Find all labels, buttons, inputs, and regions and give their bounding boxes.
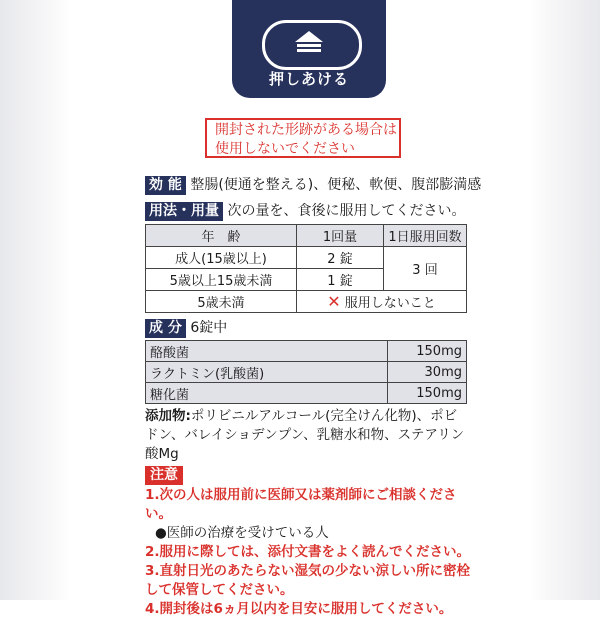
efficacy-text: 整腸(便通を整える)、便秘、軟便、腹部膨満感 (190, 177, 482, 193)
usage-row (145, 201, 465, 221)
ingredient-amount: 150mg (388, 383, 467, 404)
push-open-icon (293, 30, 325, 52)
usage-tag: 用法・用量 (145, 202, 223, 221)
do-not-take-text: 服用しないこと (344, 296, 436, 311)
push-open-tab[interactable] (232, 0, 386, 98)
usage-text: 次の量を、食後に服用してください。 (227, 203, 466, 219)
table-row (146, 341, 467, 362)
ingredient-name: ラクトミン(乳酸菌) (146, 362, 388, 383)
times-cell: 3 回 (384, 247, 467, 291)
dose-cell: 1 錠 (297, 269, 384, 291)
list-item: 4.開封後は6ヵ月以内を目安に服用してください。 (145, 601, 453, 617)
dosage-table (145, 224, 467, 313)
age-cell: 5歳以上15歳未満 (146, 269, 297, 291)
list-item: ●医師の治療を受けている人 (155, 525, 329, 541)
tamper-warning-box (205, 118, 401, 158)
efficacy-row (145, 175, 481, 195)
age-cell: 成人(15歳以上) (146, 247, 297, 269)
list-item: 2.服用に際しては、添付文書をよく読んでください。 (145, 544, 471, 560)
header-age: 年 齢 (146, 225, 297, 247)
dose-cell: 2 錠 (297, 247, 384, 269)
additives-text: ポリビニルアルコール(完全けん化物)、ポビドン、バレイショデンプン、乳糖水和物、ステアリン酸Mg (145, 408, 465, 462)
ingredient-amount: 30mg (388, 362, 467, 383)
left-side-shading (0, 0, 70, 600)
list-item: 1.次の人は服用前に医師又は薬剤師にご相談ください。 (145, 487, 457, 522)
caution-tag: 注意 (145, 466, 183, 485)
ingredients-row (145, 318, 227, 338)
additives-label: 添加物: (145, 408, 191, 424)
ingredient-name: 糖化菌 (146, 383, 388, 404)
header-dose: 1回量 (297, 225, 384, 247)
ingredient-name: 酪酸菌 (146, 341, 388, 362)
table-row (146, 247, 467, 269)
ingredients-table (145, 340, 467, 404)
tamper-warning-line2: 使用しないでください (215, 141, 355, 157)
age-cell: 5歳未満 (146, 291, 297, 313)
do-not-take-cell (297, 291, 467, 313)
ingredient-amount: 150mg (388, 341, 467, 362)
ingredients-basis: 6錠中 (190, 320, 228, 336)
cross-icon: ✕ (327, 292, 341, 311)
table-row (146, 383, 467, 404)
dosage-header-row (146, 225, 467, 247)
table-row (146, 291, 467, 313)
list-item: 3.直射日光のあたらない湿気の少ない涼しい所に密栓して保管してください。 (145, 563, 471, 598)
additives-block (145, 407, 470, 464)
right-side-shading (530, 0, 600, 600)
tamper-warning-line1: 開封された形跡がある場合は (215, 122, 397, 138)
push-open-label: 押しあける (268, 70, 349, 88)
table-row (146, 362, 467, 383)
caution-list (145, 486, 475, 619)
efficacy-tag: 効 能 (145, 176, 186, 195)
ingredients-tag: 成 分 (145, 319, 186, 338)
header-times: 1日服用回数 (384, 225, 467, 247)
